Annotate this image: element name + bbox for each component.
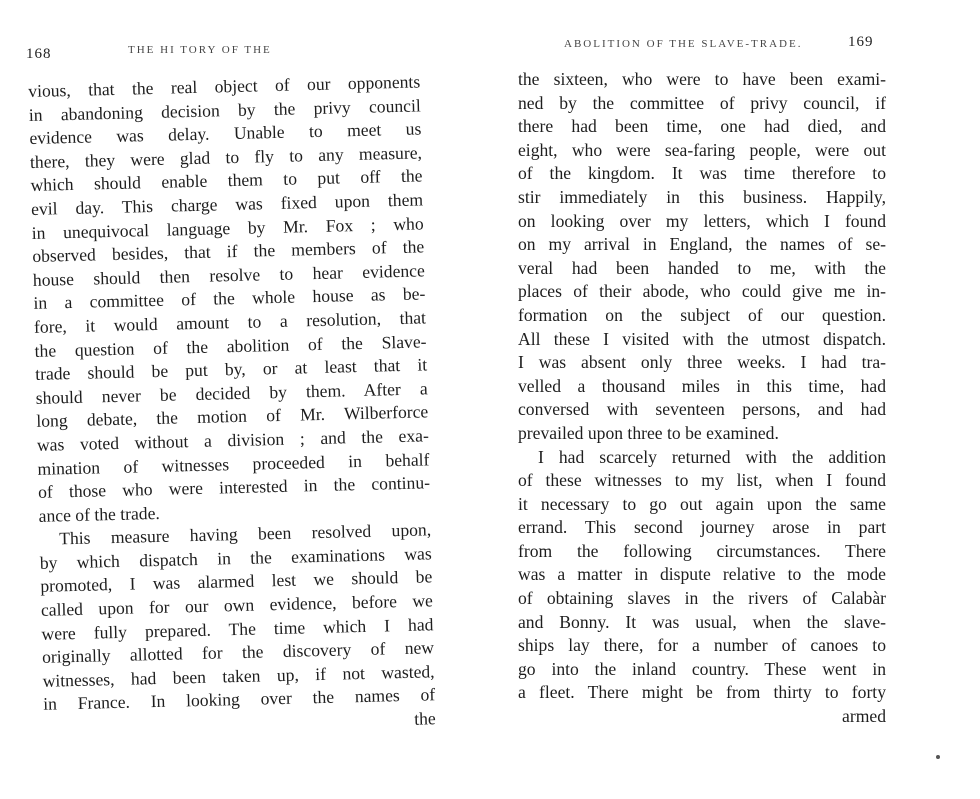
text-line: called upon for our own evidence, before we (40, 590, 434, 620)
text-line: errand. This second journey arose in part (518, 517, 886, 538)
text-line: witnesses, had been taken up, if not wasted, (42, 661, 435, 691)
catchword: armed (842, 706, 886, 727)
text-line: was voted without a division ; and the exa- (36, 425, 430, 455)
text-line: there, they were glad to fly to any measure, (29, 142, 423, 172)
text-line: in unequivocal language by Mr. Fox ; who (31, 212, 424, 243)
text-line: ance of the trade. (38, 502, 160, 526)
text-line: I was absent only three weeks. I had tra- (518, 352, 886, 373)
text-line: ships lay there, for a number of canoes to (518, 635, 886, 656)
text-line: in a committee of the whole house as be- (33, 283, 426, 314)
left-running-head: THE HI TORY OF THE (128, 44, 272, 56)
right-page (490, 0, 980, 799)
text-line: the sixteen, who were to have been exami- (518, 69, 886, 89)
text-line: on looking over my letters, which I found (518, 210, 886, 231)
right-page-number: 169 (848, 34, 874, 50)
text-line: were fully prepared. The time which I had (41, 613, 434, 644)
text-line: was a matter in dispute relative to the mode (518, 564, 886, 585)
text-line: which should enable them to put off the (30, 165, 423, 196)
text-line: eight, who were sea-faring people, were out (518, 139, 886, 160)
ink-speck (936, 755, 940, 759)
text-line: All these I visited with the utmost dispatch. (518, 328, 886, 349)
text-line: This measure having been resolved upon, (58, 519, 432, 549)
text-line: stir immediately in this business. Happily, (518, 186, 886, 207)
text-line: of those who were interested in the continu- (37, 472, 431, 502)
text-line: promoted, I was alarmed lest we should be (40, 566, 433, 597)
text-line: there had been time, one had died, and (518, 116, 886, 137)
text-line: trade should be put by, or at least that it (34, 354, 428, 385)
text-line: long debate, the motion of Mr. Wilberforce (36, 401, 429, 432)
text-line: fore, it would amount to a resolution, that (33, 307, 427, 337)
text-line: velled a thousand miles in this time, had (518, 375, 886, 396)
right-running-head: ABOLITION OF THE SLAVE-TRADE. (564, 38, 803, 50)
text-line: should never be decided by them. After a (35, 378, 428, 408)
text-line: I had scarcely returned with the addition (538, 446, 886, 467)
text-line: go into the inland country. These went in (518, 658, 886, 679)
text-line: evidence was delay. Unable to meet us (29, 118, 422, 149)
text-line: originally allotted for the discovery of new (41, 637, 435, 668)
text-line: of the kingdom. It was time therefore to (518, 163, 886, 184)
right-body-text (518, 68, 886, 729)
text-line: house should then resolve to hear evidence (32, 260, 426, 290)
text-line: and Bonny. It was usual, when the slave- (518, 611, 886, 632)
text-line: it necessary to go out again upon the same (518, 493, 886, 514)
text-line: ned by the committee of privy council, if (518, 92, 886, 113)
text-line: the question of the abolition of the Slave- (34, 330, 427, 361)
text-line: by which dispatch in the examinations was (39, 543, 432, 573)
text-line: formation on the subject of our question. (518, 304, 886, 325)
text-line: places of their abode, who could give me in- (518, 281, 886, 302)
text-line: in France. In looking over the names of (43, 684, 436, 715)
text-line: in abandoning decision by the privy council (28, 95, 421, 125)
text-line: conversed with seventeen persons, and had (518, 399, 886, 420)
text-line: of obtaining slaves in the rivers of Calabàr (518, 588, 886, 609)
text-line: mination of witnesses proceeded in behalf (37, 448, 430, 479)
text-line: a fleet. There might be from thirty to forty (518, 682, 886, 703)
text-line: observed besides, that if the members of the (32, 236, 425, 267)
text-line: veral had been handed to me, with the (518, 257, 886, 278)
catchword: the (413, 708, 436, 729)
left-body-text (28, 70, 436, 740)
text-line: prevailed upon three to be examined. (518, 422, 779, 443)
text-line: of these witnesses to my list, when I found (518, 470, 886, 491)
text-line: vious, that the real object of our opponents (28, 71, 421, 101)
text-line: from the following circumstances. There (518, 540, 886, 561)
left-page-number: 168 (26, 46, 52, 62)
text-line: evil day. This charge was fixed upon them (30, 189, 424, 219)
text-line: on my arrival in England, the names of se- (518, 234, 886, 255)
